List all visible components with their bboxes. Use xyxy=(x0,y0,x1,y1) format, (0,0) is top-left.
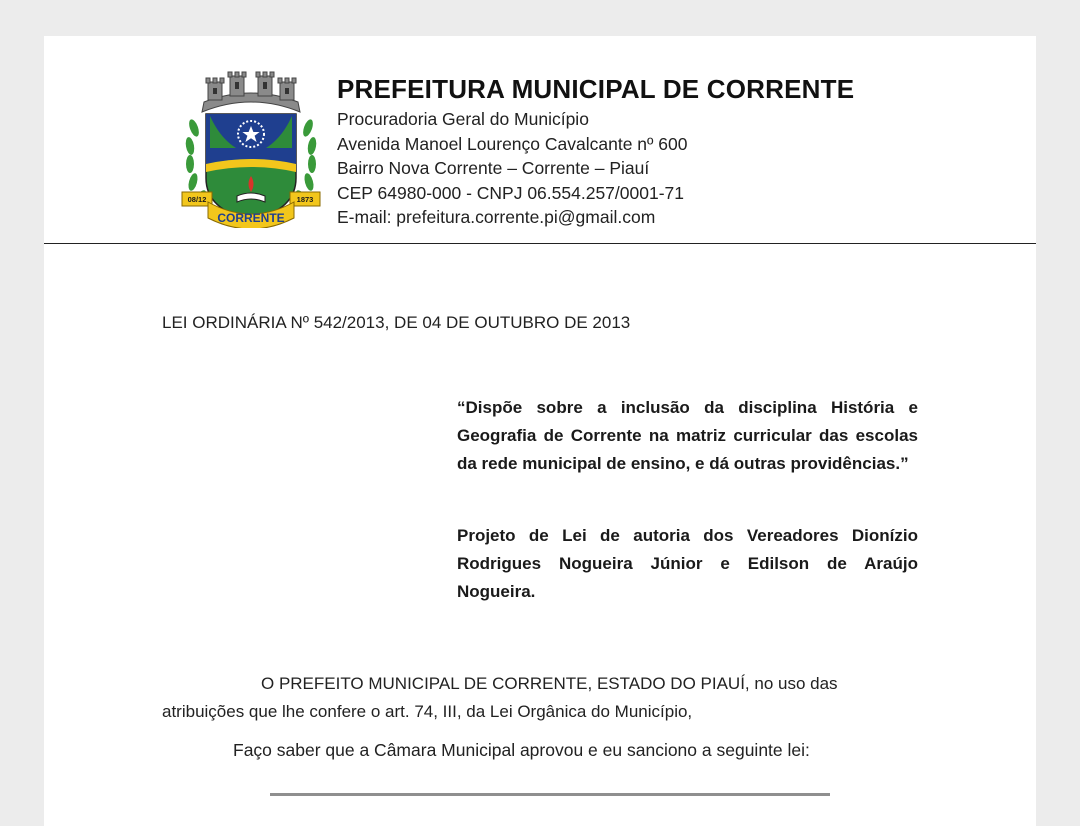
document-page xyxy=(44,36,1036,826)
preamble-paragraph xyxy=(162,670,842,726)
letterhead xyxy=(337,74,854,230)
org-title: PREFEITURA MUNICIPAL DE CORRENTE xyxy=(337,74,855,104)
cep-cnpj-line: CEP 64980-000 - CNPJ 06.554.257/0001-71 xyxy=(337,182,685,203)
district-line: Bairro Nova Corrente – Corrente – Piauí xyxy=(337,158,650,178)
municipal-coat-of-arms xyxy=(180,68,322,228)
law-title: LEI ORDINÁRIA Nº 542/2013, DE 04 DE OUTUBRO DE 2013 xyxy=(162,313,631,332)
cut-off-text-line xyxy=(270,788,830,796)
email-line: E-mail: prefeitura.corrente.pi@gmail.com xyxy=(337,207,656,227)
preamble-line-1: O PREFEITO MUNICIPAL DE CORRENTE, ESTADO DO PIAUÍ, no uso das xyxy=(261,674,838,693)
enactment-clause: Faço saber que a Câmara Municipal aprovou e eu sanciono a seguinte lei: xyxy=(233,740,810,760)
svg-text:08/12: 08/12 xyxy=(187,195,207,204)
header-divider xyxy=(44,243,1036,244)
preamble-line-2: atribuições que lhe confere o art. 74, III, da Lei Orgânica do Município, xyxy=(162,702,693,721)
department-line: Procuradoria Geral do Município xyxy=(337,109,589,129)
authorship-note: Projeto de Lei de autoria dos Vereadores Dionízio Rodrigues Nogueira Júnior e Edilson de Araújo Nogueira. xyxy=(457,526,918,601)
svg-text:1873: 1873 xyxy=(296,195,314,204)
svg-text:CORRENTE: CORRENTE xyxy=(217,211,285,225)
address-line: Avenida Manoel Lourenço Cavalcante nº 600 xyxy=(337,133,688,154)
shield xyxy=(206,114,296,220)
ementa: “Dispõe sobre a inclusão da disciplina História e Geografia de Corrente na matriz curricular das escolas da rede municipal de ensino, e dá outras providências.” xyxy=(457,398,918,473)
